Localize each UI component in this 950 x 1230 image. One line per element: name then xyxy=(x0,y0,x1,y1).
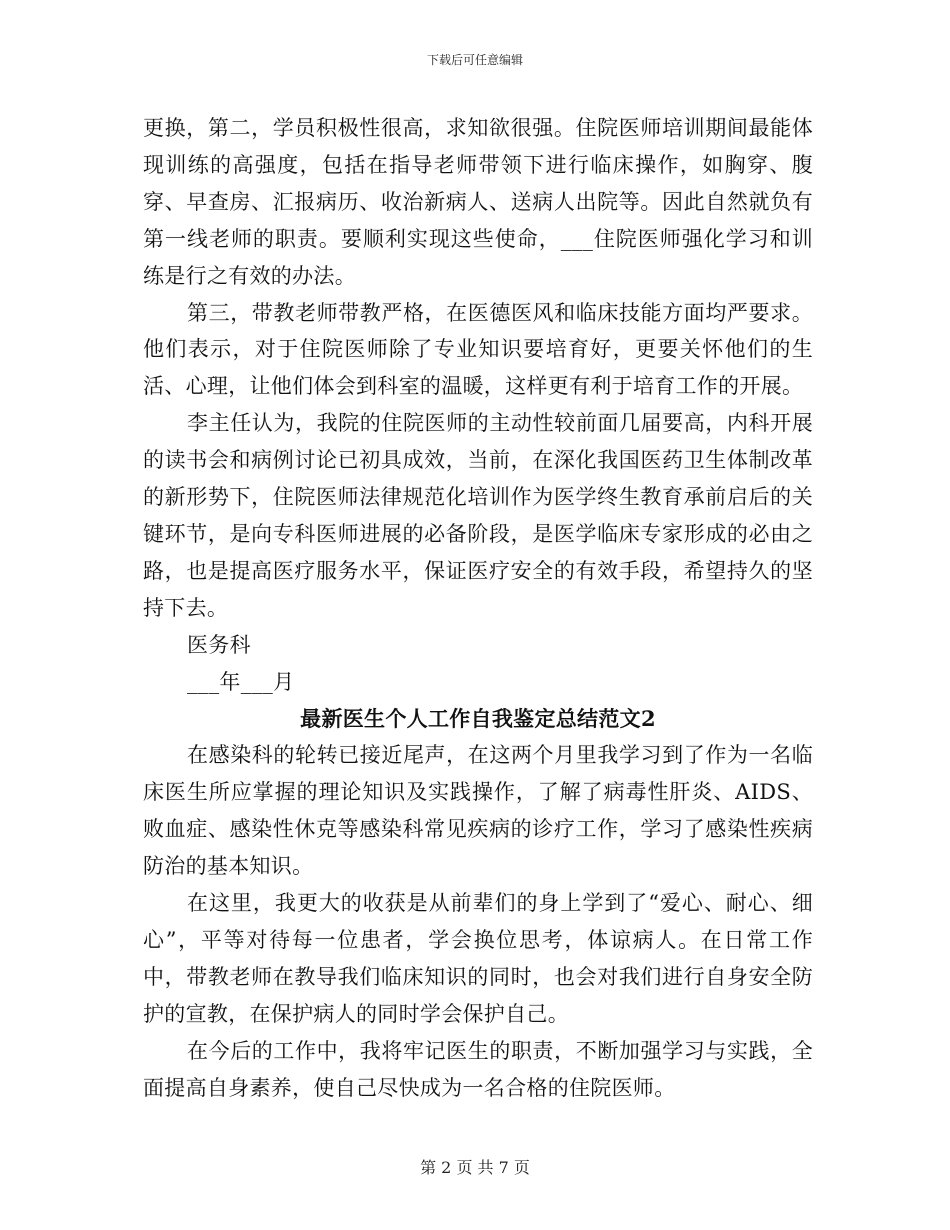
document-body xyxy=(143,110,813,1106)
paragraph-continuation: 更换，第二，学员积极性很高，求知欲很强。住院医师培训期间最能体现训练的高强度，包括在指导老师带领下进行临床操作，如胸穿、腹穿、早查房、汇报病历、收治新病人、送病人出院等。因此自然就负有第一线老师的职责。要顺利实现这些使命，___住院医师强化学习和训练是行之有效的办法。 xyxy=(143,116,813,288)
page-number: 第 2 页 共 7 页 xyxy=(420,1158,530,1177)
paragraph-third-point: 第三，带教老师带教严格，在医德医风和临床技能方面均严要求。他们表示，对于住院医师除了专业知识要培育好，更要关怀他们的生活、心理，让他们体会到科室的温暖，这样更有利于培育工作的开展。 xyxy=(143,300,813,399)
paragraph-future: 在今后的工作中，我将牢记医生的职责，不断加强学习与实践，全面提高自身素养，使自己尽快成为一名合格的住院医师。 xyxy=(143,1038,813,1100)
section-heading: 最新医生个人工作自我鉴定总结范文2 xyxy=(300,705,656,731)
signature-date: ___年___月 xyxy=(187,669,295,694)
paragraph-rotation-summary: 在感染科的轮转已接近尾声，在这两个月里我学习到了作为一名临床医生所应掌握的理论知识及实践操作，了解了病毒性肝炎、AIDS、败血症、感染性休克等感染科常见疾病的诊疗工作，学习了感染性疾病防治的基本知识。 xyxy=(143,743,813,879)
signature-department: 医务科 xyxy=(187,632,251,657)
paragraph-director-opinion: 李主任认为，我院的住院医师的主动性较前面几届要高，内科开展的读书会和病例讨论已初具成效，当前，在深化我国医药卫生体制改革的新形势下，住院医师法律规范化培训作为医学终生教育承前启后的关键环节，是向专科医师进展的必备阶段，是医学临床专家形成的必由之路，也是提高医疗服务水平，保证医疗安全的有效手段，希望持久的坚持下去。 xyxy=(143,411,813,620)
paragraph-gains: 在这里，我更大的收获是从前辈们的身上学到了“爱心、耐心、细心”，平等对待每一位患者，学会换位思考，体谅病人。在日常工作中，带教老师在教导我们临床知识的同时，也会对我们进行自身安全防护的宣教，在保护病人的同时学会保护自己。 xyxy=(143,891,813,1026)
page-header: 下载后可任意编辑 xyxy=(426,53,523,67)
